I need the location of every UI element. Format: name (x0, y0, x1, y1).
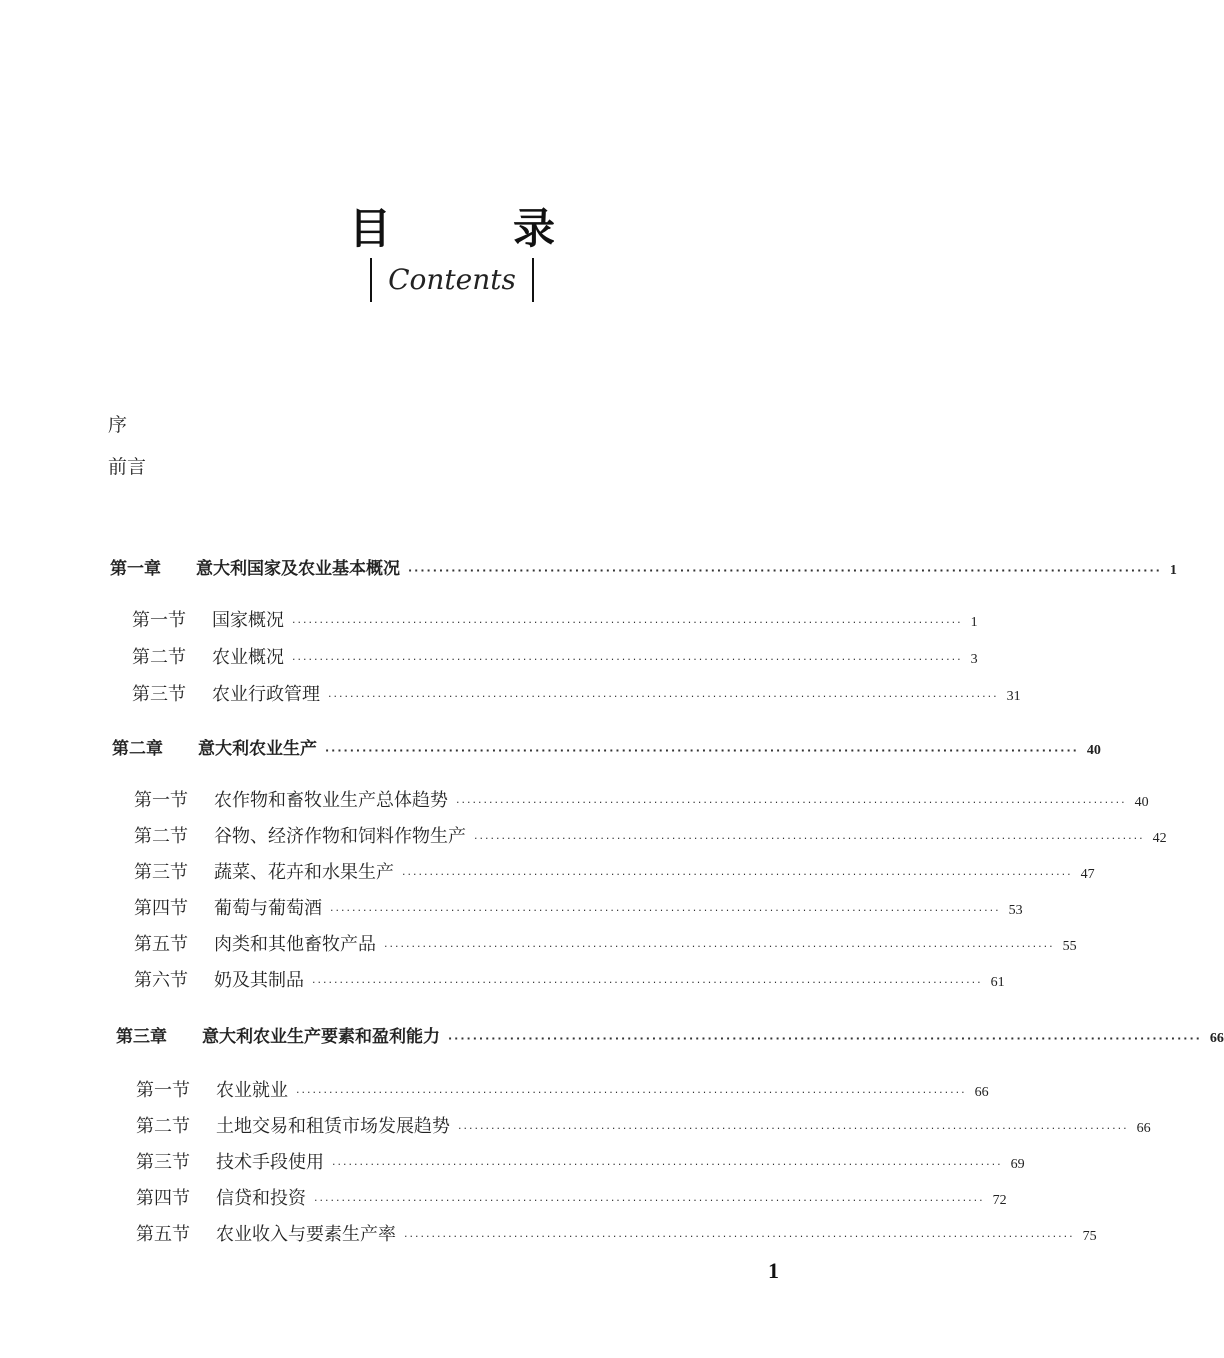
section-title: 技术手段使用 (216, 1152, 324, 1173)
dot-leader: ·························································································································· (458, 1122, 1129, 1135)
page-number: 1 (1169, 563, 1177, 578)
toc-chapter-2[interactable] (112, 734, 1101, 759)
page-number: 61 (990, 975, 1005, 990)
chapter-title: 意大利农业生产要素和盈利能力 (202, 1027, 440, 1047)
dot-leader: ·························································································································· (384, 940, 1055, 953)
page-number: 75 (1082, 1229, 1097, 1244)
section-number: 第五节 (134, 934, 188, 955)
section-number: 第三节 (134, 862, 188, 883)
toc-section-2-4[interactable] (134, 894, 1023, 920)
page-number: 40 (1086, 743, 1101, 758)
chapter-number: 第一章 (110, 559, 161, 579)
toc-section-1-2[interactable] (132, 643, 978, 669)
section-number: 第一节 (132, 610, 186, 631)
toc-section-3-2[interactable] (136, 1112, 1151, 1138)
footer-page-number: 1 (768, 1258, 779, 1283)
page-number: 72 (992, 1193, 1007, 1208)
section-number: 第三节 (132, 684, 186, 705)
page-number: 69 (1010, 1157, 1025, 1172)
dot-leader: ·························································································································· (474, 832, 1145, 845)
dot-leader: ·························································································································· (292, 653, 963, 666)
dot-leader: ·························································································································· (292, 616, 963, 629)
dot-leader: ·························································································································· (314, 1194, 985, 1207)
chapter-number: 第三章 (116, 1027, 167, 1047)
page-number: 53 (1008, 903, 1023, 918)
section-title: 土地交易和租赁市场发展趋势 (216, 1116, 450, 1137)
section-title: 奶及其制品 (214, 970, 304, 991)
toc-section-2-3[interactable] (134, 858, 1095, 884)
section-title: 信贷和投资 (216, 1188, 306, 1209)
toc-chapter-3[interactable] (116, 1022, 1224, 1047)
section-number: 第二节 (132, 647, 186, 668)
section-number: 第一节 (136, 1080, 190, 1101)
toc-chapter-1[interactable] (110, 554, 1177, 579)
front-matter-foreword[interactable]: 前言 (108, 456, 147, 478)
dot-leader: ·························································································································· (404, 1230, 1075, 1243)
page-number: 47 (1080, 867, 1095, 882)
toc-section-1-3[interactable] (132, 680, 1021, 706)
dot-leader: ·························································································································· (325, 744, 1079, 757)
section-number: 第五节 (136, 1224, 190, 1245)
toc-section-3-4[interactable] (136, 1184, 1007, 1210)
dot-leader: ·························································································································· (332, 1158, 1003, 1171)
dot-leader: ·························································································································· (312, 976, 983, 989)
chapter-number: 第二章 (112, 739, 163, 759)
chapter-title: 意大利农业生产 (198, 739, 317, 759)
toc-section-1-1[interactable] (132, 606, 978, 632)
page-number: 66 (1136, 1121, 1151, 1136)
section-title: 肉类和其他畜牧产品 (214, 934, 376, 955)
page-number: 1 (970, 615, 978, 630)
toc-section-2-5[interactable] (134, 930, 1077, 956)
front-matter-preface[interactable]: 序 (108, 414, 128, 436)
section-number: 第六节 (134, 970, 188, 991)
section-number: 第四节 (136, 1188, 190, 1209)
section-title: 谷物、经济作物和饲料作物生产 (214, 826, 466, 847)
section-number: 第一节 (134, 790, 188, 811)
page-number: 66 (1209, 1031, 1224, 1046)
page-number: 66 (974, 1085, 989, 1100)
toc-section-3-5[interactable] (136, 1220, 1097, 1246)
dot-leader: ·························································································································· (328, 690, 999, 703)
toc-section-2-6[interactable] (134, 966, 1005, 992)
dot-leader: ·························································································································· (296, 1086, 967, 1099)
dot-leader: ·························································································································· (448, 1032, 1202, 1045)
page-number: 42 (1152, 831, 1167, 846)
section-title: 葡萄与葡萄酒 (214, 898, 322, 919)
toc-section-2-2[interactable] (134, 822, 1167, 848)
toc-section-2-1[interactable] (134, 786, 1149, 812)
chapter-title: 意大利国家及农业基本概况 (196, 559, 400, 579)
section-number: 第三节 (136, 1152, 190, 1173)
dot-leader: ·························································································································· (330, 904, 1001, 917)
dot-leader: ·························································································································· (402, 868, 1073, 881)
page-number: 31 (1006, 689, 1021, 704)
page-number: 40 (1134, 795, 1149, 810)
section-number: 第二节 (134, 826, 188, 847)
subtitle-frame (0, 258, 904, 302)
section-title: 农业行政管理 (212, 684, 320, 705)
toc-section-3-1[interactable] (136, 1076, 989, 1102)
section-title: 国家概况 (212, 610, 284, 631)
section-title: 农业概况 (212, 647, 284, 668)
page-title: 目 录 (348, 204, 595, 253)
page-subtitle: Contents (370, 258, 534, 302)
section-title: 农业收入与要素生产率 (216, 1224, 396, 1245)
section-number: 第四节 (134, 898, 188, 919)
section-number: 第二节 (136, 1116, 190, 1137)
dot-leader: ·························································································································· (456, 796, 1127, 809)
section-title: 蔬菜、花卉和水果生产 (214, 862, 394, 883)
dot-leader: ·························································································································· (408, 564, 1162, 577)
section-title: 农作物和畜牧业生产总体趋势 (214, 790, 448, 811)
section-title: 农业就业 (216, 1080, 288, 1101)
toc-section-3-3[interactable] (136, 1148, 1025, 1174)
page-number: 55 (1062, 939, 1077, 954)
page-number: 3 (970, 652, 978, 667)
